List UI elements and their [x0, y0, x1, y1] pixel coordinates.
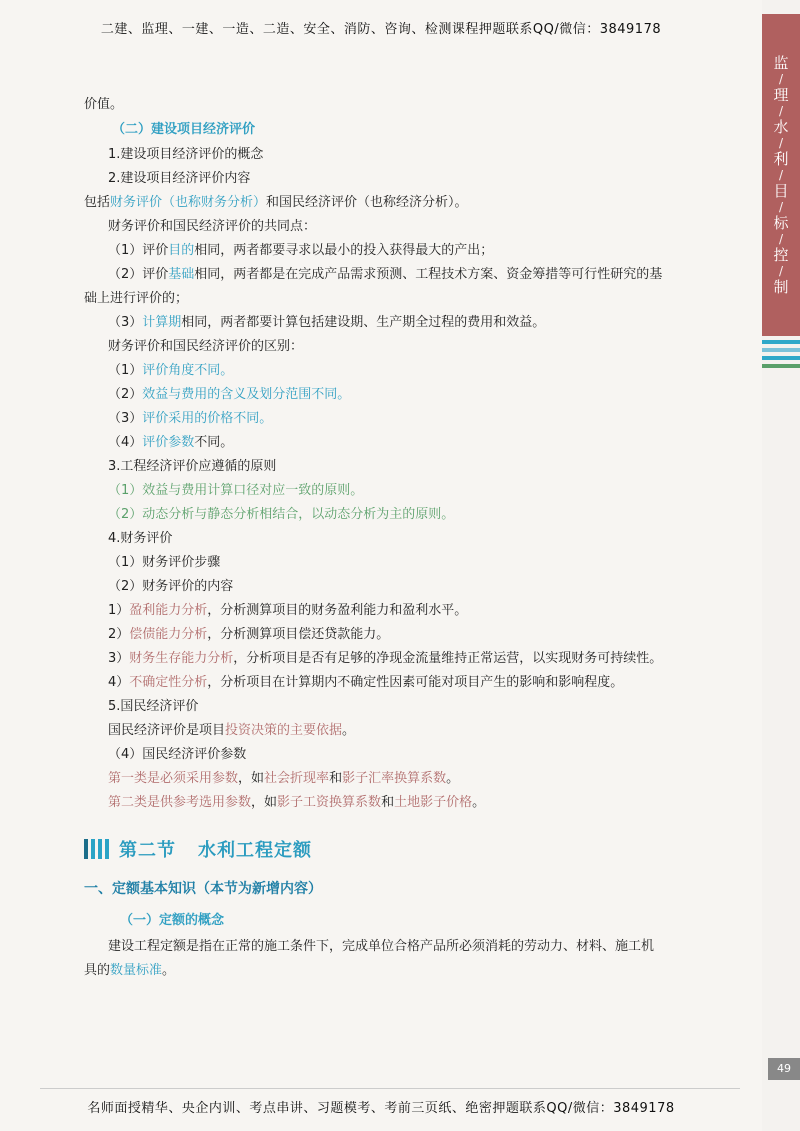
text-line: 1）盈利能力分析，分析测算项目的财务盈利能力和盈利水平。 — [108, 603, 468, 618]
side-color-stripes — [762, 340, 800, 372]
text-line: 第一类是必须采用参数，如社会折现率和影子汇率换算系数。 — [108, 771, 460, 786]
text-line: 价值。 — [84, 97, 124, 112]
text-line: 具的数量标准。 — [84, 963, 176, 978]
text-line: 4.财务评价 — [108, 531, 173, 546]
header-ad-text: 二建、监理、一建、一造、二造、安全、消防、咨询、检测课程押题联系QQ/微信：3849178 — [100, 22, 662, 37]
text-line: 财务评价和国民经济评价的共同点： — [108, 219, 317, 234]
text-line: （2）财务评价的内容 — [108, 579, 234, 594]
subheading: （二）建设项目经济评价 — [112, 122, 256, 137]
text-line: 国民经济评价是项目投资决策的主要依据。 — [108, 723, 356, 738]
subheading: （一）定额的概念 — [120, 913, 225, 928]
footer-ad-text: 名师面授精华、央企内训、考点串讲、习题模考、考前三页纸、绝密押题联系QQ/微信：3849178 — [87, 1101, 675, 1116]
text-line: 1.建设项目经济评价的概念 — [108, 147, 264, 162]
text-line: （4）评价参数不同。 — [108, 435, 234, 450]
side-tab-char: 制 — [773, 278, 789, 296]
text-line: 4）不确定性分析，分析项目在计算期内不确定性因素可能对项目产生的影响和影响程度。 — [108, 675, 624, 690]
footer-divider — [40, 1088, 740, 1089]
side-tab-char: 水 — [773, 118, 789, 136]
section-name: 水利工程定额 — [198, 840, 312, 861]
section-number: 第二节 — [119, 840, 176, 861]
text-line: 3）财务生存能力分析，分析项目是否有足够的净现金流量维持正常运营，以实现财务可持续性。 — [108, 651, 663, 666]
text-line: 第二类是供参考选用参数，如影子工资换算系数和土地影子价格。 — [108, 795, 486, 810]
text-line: 2.建设项目经济评价内容 — [108, 171, 251, 186]
section-bars-icon — [84, 839, 109, 859]
section-heading — [84, 836, 312, 862]
text-line: （3）评价采用的价格不同。 — [108, 411, 273, 426]
page-number: 49 — [768, 1058, 800, 1080]
text-line: 础上进行评价的； — [84, 291, 189, 306]
side-tab-char: 监 — [773, 54, 789, 72]
text-line: 2）偿债能力分析，分析测算项目偿还贷款能力。 — [108, 627, 390, 642]
text-line: （1）财务评价步骤 — [108, 555, 221, 570]
text-line: （4）国民经济评价参数 — [108, 747, 247, 762]
text-line: 建设工程定额是指在正常的施工条件下，完成单位合格产品所必须消耗的劳动力、材料、施工机 — [108, 939, 655, 954]
side-tab-char: 标 — [773, 214, 789, 232]
text-line: 财务评价和国民经济评价的区别： — [108, 339, 304, 354]
side-tab-char: 控 — [773, 246, 789, 264]
text-line: 3.工程经济评价应遵循的原则 — [108, 459, 277, 474]
text-line: （1）评价角度不同。 — [108, 363, 234, 378]
text-line: 5.国民经济评价 — [108, 699, 199, 714]
heading-level-1: 一、定额基本知识（本节为新增内容） — [84, 881, 322, 897]
side-tab-char: 理 — [773, 86, 789, 104]
text-line: （1）效益与费用计算口径对应一致的原则。 — [108, 483, 364, 498]
side-tab-char: 目 — [773, 182, 789, 200]
text-line: （1）评价目的相同，两者都要寻求以最小的投入获得最大的产出； — [108, 243, 494, 258]
text-line: （2）动态分析与静态分析相结合，以动态分析为主的原则。 — [108, 507, 455, 522]
text-line: （2）评价基础相同，两者都是在完成产品需求预测、工程技术方案、资金筹措等可行性研究的基 — [108, 267, 663, 282]
text-line: （2）效益与费用的含义及划分范围不同。 — [108, 387, 351, 402]
text-line: （3）计算期相同，两者都要计算包括建设期、生产期全过程的费用和效益。 — [108, 315, 546, 330]
text-line: 包括财务评价（也称财务分析）和国民经济评价（也称经济分析）。 — [84, 195, 468, 210]
side-tab-char: 利 — [773, 150, 789, 168]
side-chapter-tab: 监 / 理 / 水 / 利 / 目 / 标 / 控 / 制 — [762, 14, 800, 336]
